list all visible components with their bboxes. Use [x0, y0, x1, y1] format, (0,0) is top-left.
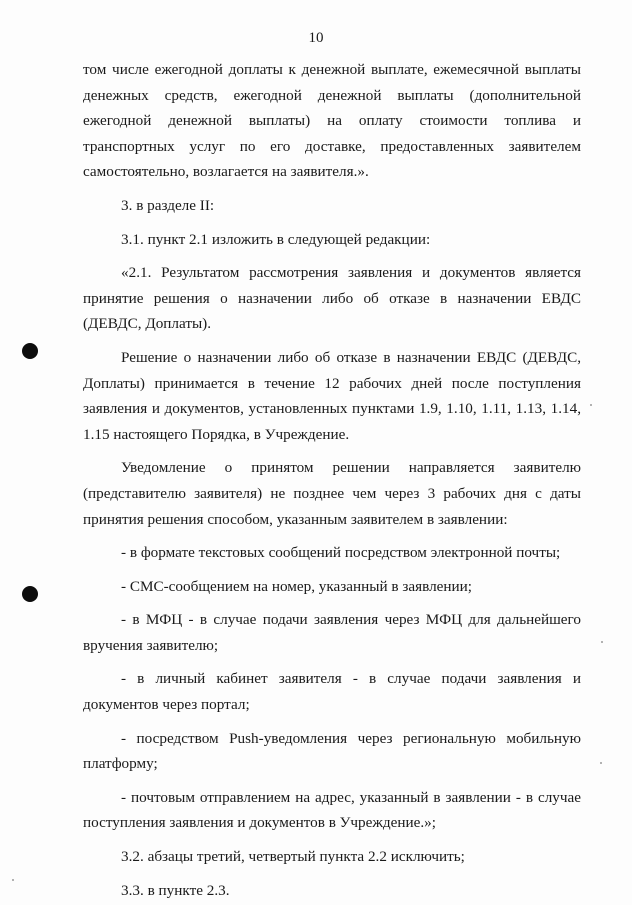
scan-speck	[601, 641, 603, 643]
scan-speck	[600, 762, 602, 764]
page-number: 10	[308, 30, 324, 46]
scan-speck	[12, 879, 14, 881]
list-item: - СМС-сообщением на номер, указанный в заявлении;	[121, 577, 473, 595]
paragraph: «2.1. Результатом рассмотрения заявления и документов является принятие решения о назначении либо об отказе в назначении ЕВДС (ДЕВДС, Доплаты).	[83, 264, 581, 333]
list-item: - в МФЦ - в случае подачи заявления через МФЦ для дальнейшего вручения заявителю;	[83, 611, 581, 654]
paragraph: 3.1. пункт 2.1 изложить в следующей редакции:	[121, 230, 431, 248]
paragraph: 3.3. в пункте 2.3.	[121, 881, 230, 899]
list-item: - в личный кабинет заявителя - в случае подачи заявления и документов через портал;	[83, 670, 581, 714]
list-item: - посредством Push-уведомления через региональную мобильную платформу;	[83, 729, 581, 773]
paragraph: Уведомление о принятом решении направляется заявителю (представителю заявителя) не позднее чем через 3 рабочих дня с даты принятия решения способом, указанным заявителем в заявлении:	[83, 459, 581, 528]
paragraph: 3. в разделе II:	[121, 196, 215, 214]
scan-speck	[590, 404, 592, 406]
paragraph: Решение о назначении либо об отказе в назначении ЕВДС (ДЕВДС, Доплаты) принимается в течение 12 рабочих дней после поступления заявления и документов, установленных пунктами 1.9, 1.10, 1.11, 1.13, 1.14, 1.15 настоящего Порядка, в Учреждение.	[83, 348, 581, 443]
paragraph: 3.2. абзацы третий, четвертый пункта 2.2 исключить;	[121, 848, 465, 866]
list-item: - в формате текстовых сообщений посредством электронной почты;	[121, 544, 561, 562]
punch-hole	[22, 586, 38, 602]
punch-hole	[22, 343, 38, 359]
document-body	[83, 57, 581, 903]
list-item: - почтовым отправлением на адрес, указанный в заявлении - в случае поступления заявления и документов в Учреждение.»;	[83, 788, 581, 832]
paragraph: том числе ежегодной доплаты к денежной выплате, ежемесячной выплаты денежных средств, ежегодной денежной выплаты (дополнительной ежегодной денежной выплаты) на оплату стоимости топлива и транспортных услуг по его доставке, предоставленных заявителем самостоятельно, возлагается на заявителя.».	[83, 61, 581, 181]
